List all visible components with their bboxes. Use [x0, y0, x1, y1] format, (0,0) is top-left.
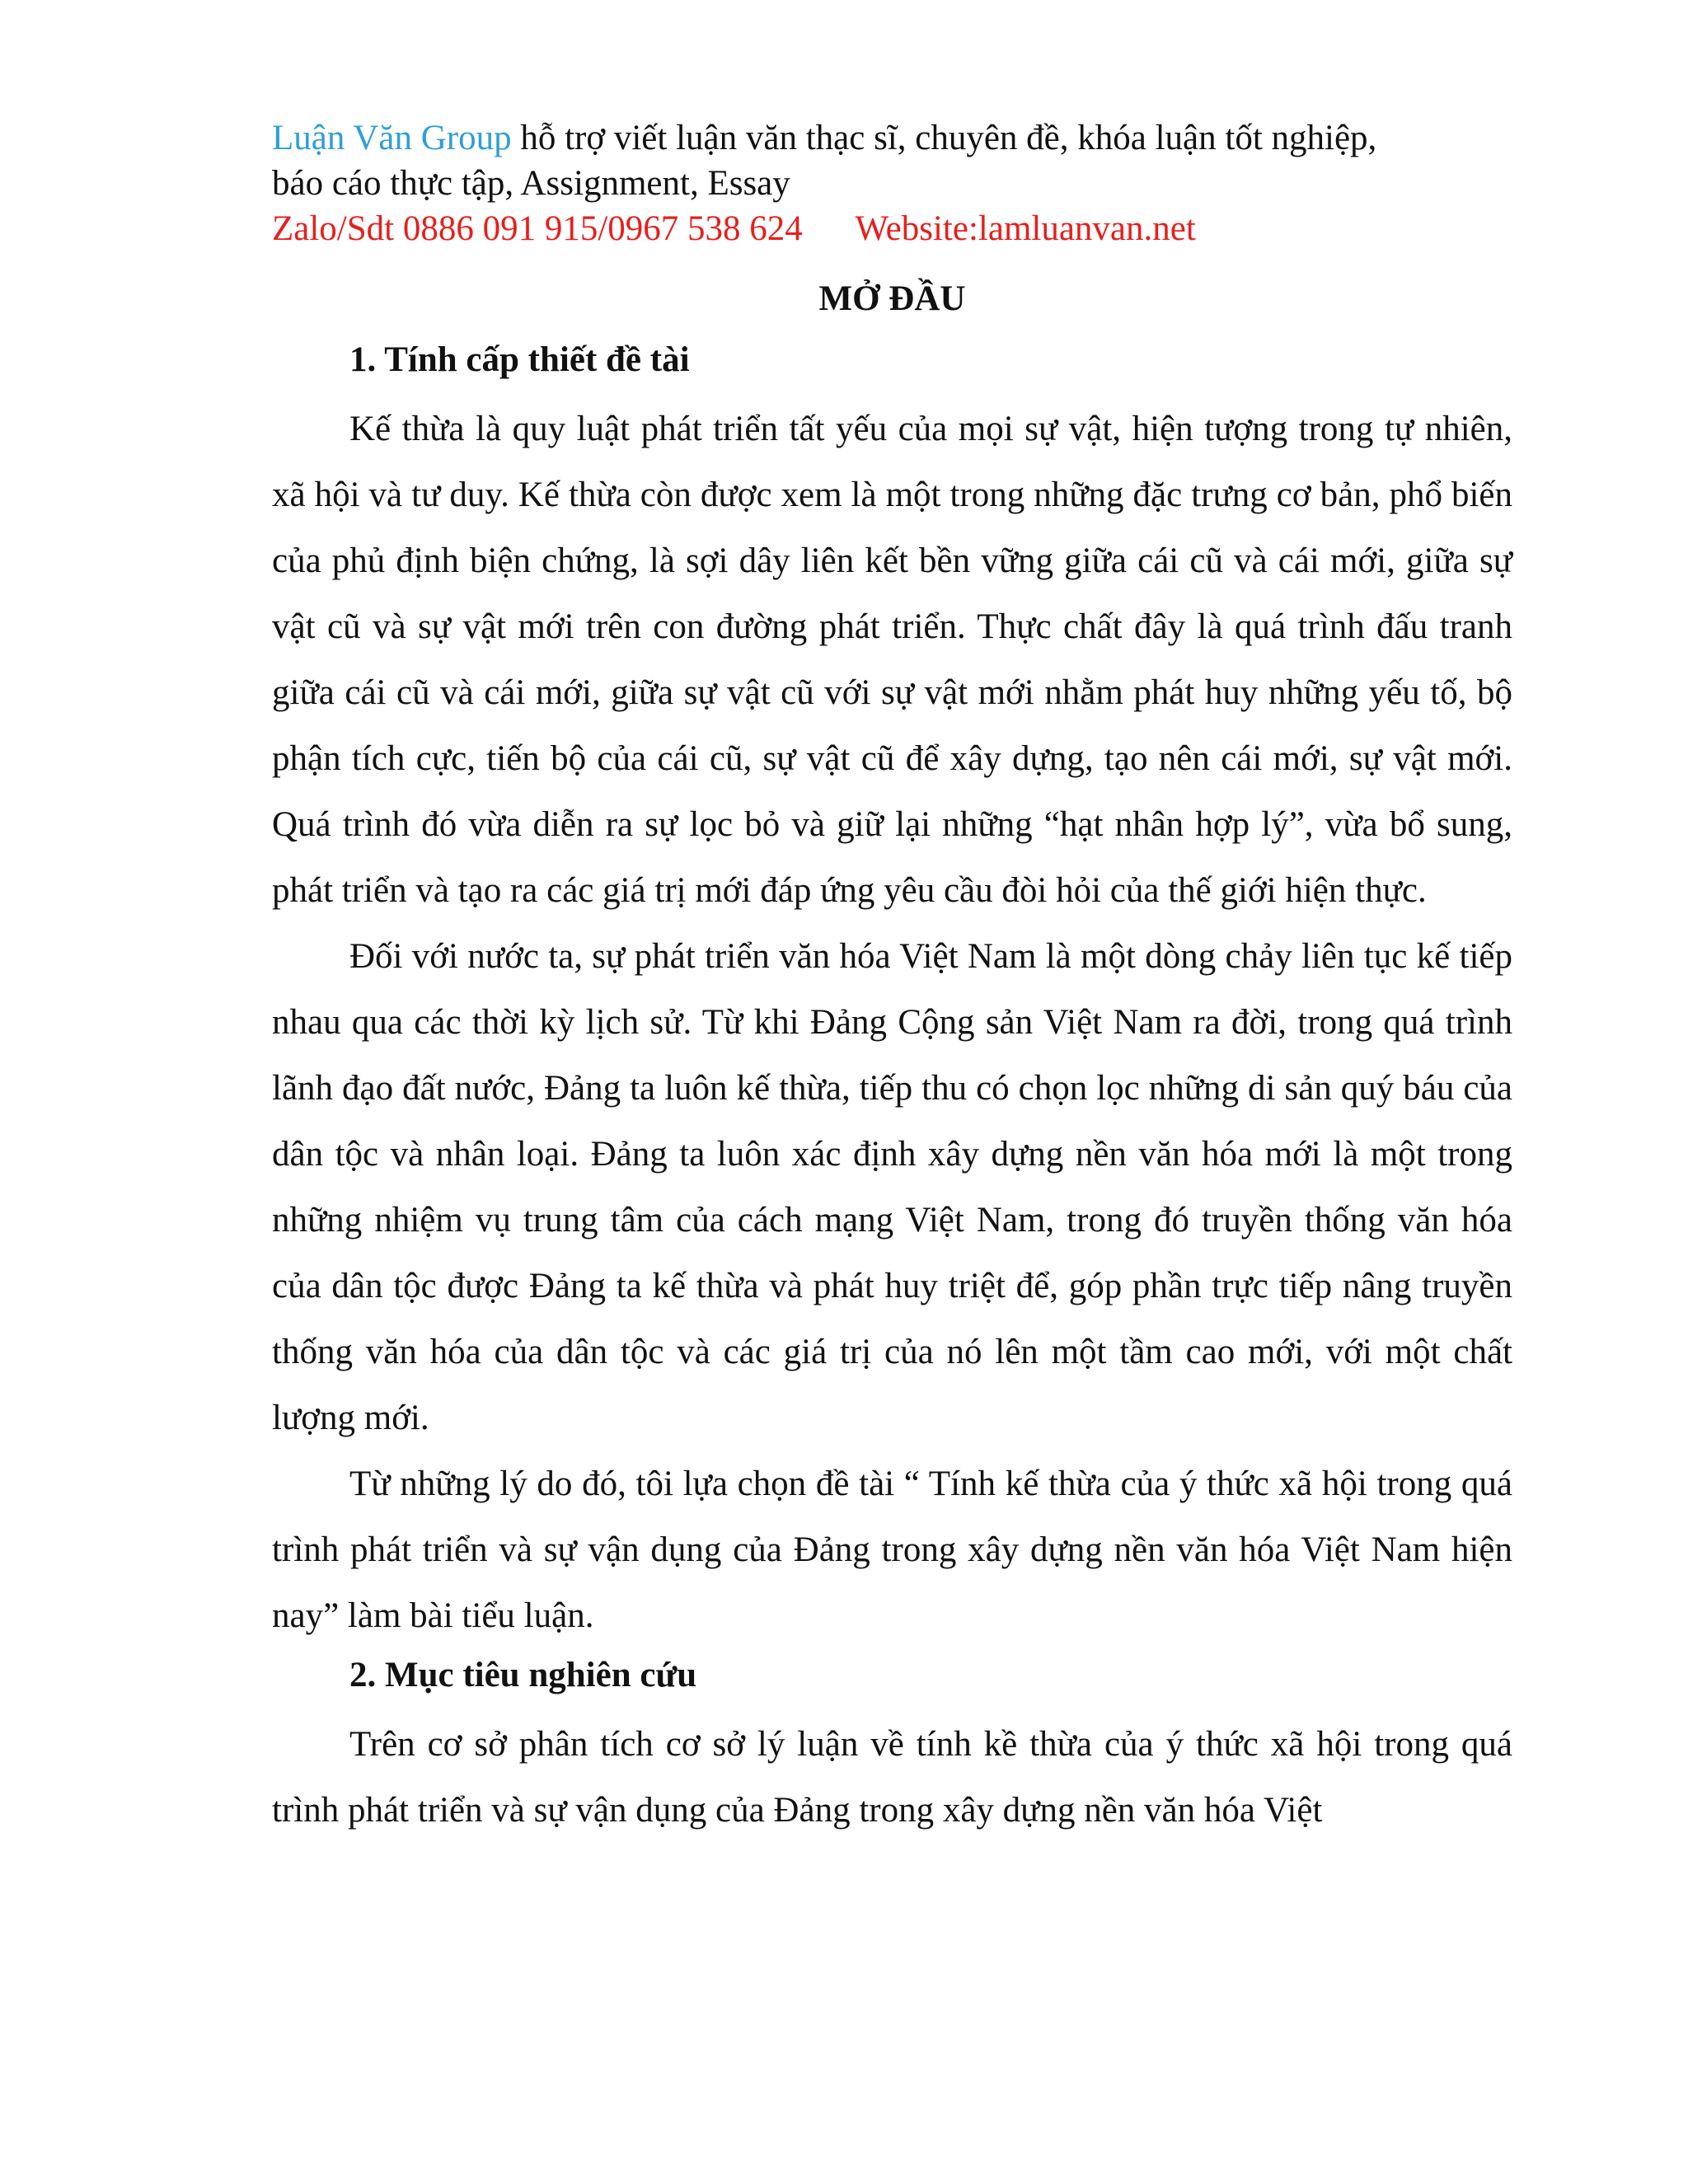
- brand-name: Luận Văn Group: [272, 119, 512, 157]
- paragraph-vietnam-culture: Đối với nước ta, sự phát triển văn hóa Việt Nam là một dòng chảy liên tục kế tiếp nhau qua các thời kỳ lịch sử. Từ khi Đảng Cộng sản Việt Nam ra đời, trong quá trình lãnh đạo đất nước, Đảng ta luôn kế thừa, tiếp thu có chọn lọc những di sản quý báu của dân tộc và nhân loại. Đảng ta luôn xác định xây dựng nền văn hóa mới là một trong những nhiệm vụ trung tâm của cách mạng Việt Nam, trong đó truyền thống văn hóa của dân tộc được Đảng ta kế thừa và phát huy triệt để, góp phần trực tiếp nâng truyền thống văn hóa của dân tộc và các giá trị của nó lên một tầm cao mới, với một chất lượng mới.: [272, 937, 1512, 1437]
- section-heading-urgency: 1. Tính cấp thiết đề tài: [349, 340, 690, 379]
- header-contact: Zalo/Sdt 0886 091 915/0967 538 624 Website:lamluanvan.net: [272, 209, 1196, 248]
- paragraph-objectives: Trên cơ sở phân tích cơ sở lý luận về tính kề thừa của ý thức xã hội trong quá trình phát triển và sự vận dụng của Đảng trong xây dựng nền văn hóa Việt: [272, 1725, 1512, 1830]
- header-tagline-part1: hỗ trợ viết luận văn thạc sĩ, chuyên đề, khóa luận tốt nghiệp,: [511, 119, 1377, 157]
- promo-header: [272, 115, 1512, 251]
- paragraph-inheritance-law: Kế thừa là quy luật phát triển tất yếu của mọi sự vật, hiện tượng trong tự nhiên, xã hội và tư duy. Kế thừa còn được xem là một trong những đặc trưng cơ bản, phổ biến của phủ định biện chứng, là sợi dây liên kết bền vững giữa cái cũ và cái mới, giữa sự vật cũ và sự vật mới trên con đường phát triển. Thực chất đây là quá trình đấu tranh giữa cái cũ và cái mới, giữa sự vật cũ với sự vật mới nhằm phát huy những yếu tố, bộ phận tích cực, tiến bộ của cái cũ, sự vật cũ để xây dựng, tạo nên cái mới, sự vật mới. Quá trình đó vừa diễn ra sự lọc bỏ và giữ lại những “hạt nhân hợp lý”, vừa bổ sung, phát triển và tạo ra các giá trị mới đáp ứng yêu cầu đòi hỏi của thế giới hiện thực.: [272, 410, 1512, 910]
- section-heading-objectives: 2. Mục tiêu nghiên cứu: [349, 1656, 697, 1694]
- header-line-1: [272, 115, 1512, 161]
- paragraph-topic-choice: Từ những lý do đó, tôi lựa chọn đề tài “ Tính kế thừa của ý thức xã hội trong quá trình phát triển và sự vận dụng của Đảng trong xây dựng nền văn hóa Việt Nam hiện nay” làm bài tiểu luận.: [272, 1465, 1512, 1635]
- document-page: [272, 115, 1512, 1844]
- document-title: MỞ ĐẦU: [818, 279, 966, 318]
- header-tagline-part2: báo cáo thực tập, Assignment, Essay: [272, 164, 790, 203]
